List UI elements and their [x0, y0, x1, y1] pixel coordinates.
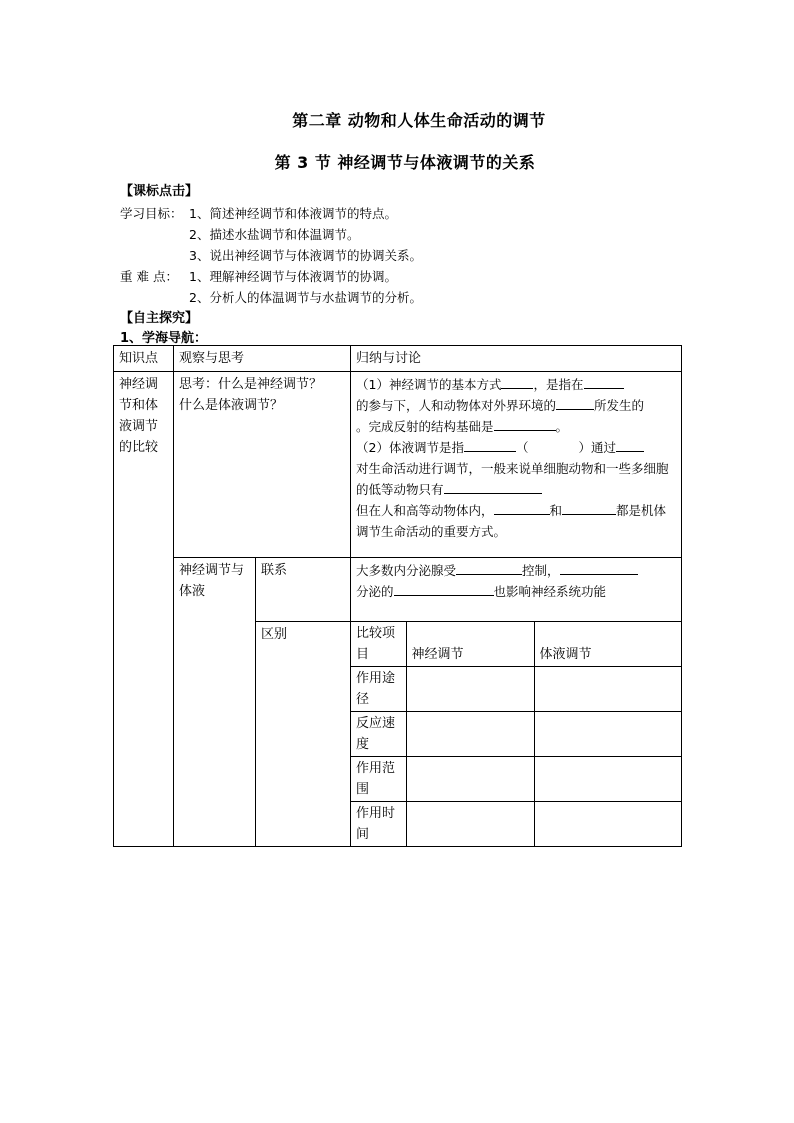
row-pathway: 作用途径 [351, 667, 406, 712]
header-knowledge: 知识点 [114, 346, 174, 372]
row-duration: 作用时间 [351, 802, 406, 847]
summary-paragraph-1: （1）神经调节的基本方式 ，是指在 的参与下，人和动物体对外界环境的 所发生的 。完成反射的结构基础是 。 [356, 374, 676, 437]
chapter-title: 第二章 动物和人体生命活动的调节 [292, 111, 546, 130]
blank-underline[interactable] [444, 479, 542, 494]
section-title: 第 3 节 神经调节与体液调节的关系 [274, 153, 536, 172]
blank-underline[interactable] [616, 437, 644, 452]
blank-underline[interactable] [556, 395, 594, 410]
header-summary: 归纳与讨论 [351, 346, 682, 372]
relation-cell: 大多数内分泌腺受 控制， 分泌的 也影响神经系统功能 [351, 558, 682, 622]
answer-cell[interactable] [534, 712, 682, 757]
heading-explore: 【自主探究】 [120, 311, 199, 326]
think-question-2: 什么是体液调节？ [179, 398, 284, 413]
blank-underline[interactable] [501, 374, 533, 389]
answer-cell[interactable] [406, 712, 534, 757]
answer-cell[interactable] [534, 802, 682, 847]
summary-cell [351, 372, 682, 558]
goals-label: 学习目标： [120, 206, 183, 221]
answer-cell[interactable] [534, 667, 682, 712]
relation-topic: 神经调节与体液 [174, 558, 256, 847]
relation-label: 联系 [256, 558, 351, 622]
think-cell [174, 372, 351, 558]
blank-underline[interactable] [562, 500, 616, 515]
subheading-nav: 1、学海导航： [120, 331, 208, 346]
heading-standard: 【课标点击】 [120, 184, 199, 199]
blank-underline[interactable] [584, 374, 624, 389]
keypoint-item-2: 2、分析人的体温调节与水盐调节的分析。 [189, 290, 422, 305]
answer-cell[interactable] [406, 757, 534, 802]
think-question-1: 思考：什么是神经调节？ [179, 377, 323, 392]
blank-underline[interactable] [494, 500, 550, 515]
blank-underline[interactable] [464, 437, 516, 452]
header-observe: 观察与思考 [174, 346, 351, 372]
row-scope: 作用范围 [351, 757, 406, 802]
neural-header: 神经调节 [406, 622, 534, 667]
row-speed: 反应速度 [351, 712, 406, 757]
answer-cell[interactable] [406, 802, 534, 847]
difference-label: 区别 [256, 622, 351, 847]
answer-cell[interactable] [534, 757, 682, 802]
difference-subtable [351, 622, 682, 846]
goal-item-2: 2、描述水盐调节和体温调节。 [189, 227, 360, 242]
compare-item-header: 比较项目 [351, 622, 406, 667]
answer-cell[interactable] [406, 667, 534, 712]
comparison-table [113, 345, 682, 847]
blank-underline[interactable] [560, 560, 638, 575]
blank-underline[interactable] [456, 560, 522, 575]
knowledge-point: 神经调节和体液调节的比较 [114, 372, 174, 847]
difference-cell [351, 622, 682, 847]
humoral-header: 体液调节 [534, 622, 682, 667]
keypoint-item-1: 1、理解神经调节与体液调节的协调。 [189, 269, 397, 284]
blank-underline[interactable] [394, 581, 494, 596]
goal-item-3: 3、说出神经调节与体液调节的协调关系。 [189, 248, 422, 263]
summary-paragraph-2: （2）体液调节是指 （ ）通过 对生命活动进行调节，一般来说单细胞动物和一些多细胞的低等动物只有 但在人和高等动物体内， 和 都是机体调节生命活动的重要方式。 [356, 437, 676, 542]
goal-item-1: 1、简述神经调节和体液调节的特点。 [189, 206, 397, 221]
blank-underline[interactable] [494, 416, 556, 431]
keypoints-label: 重 难 点： [120, 269, 178, 284]
